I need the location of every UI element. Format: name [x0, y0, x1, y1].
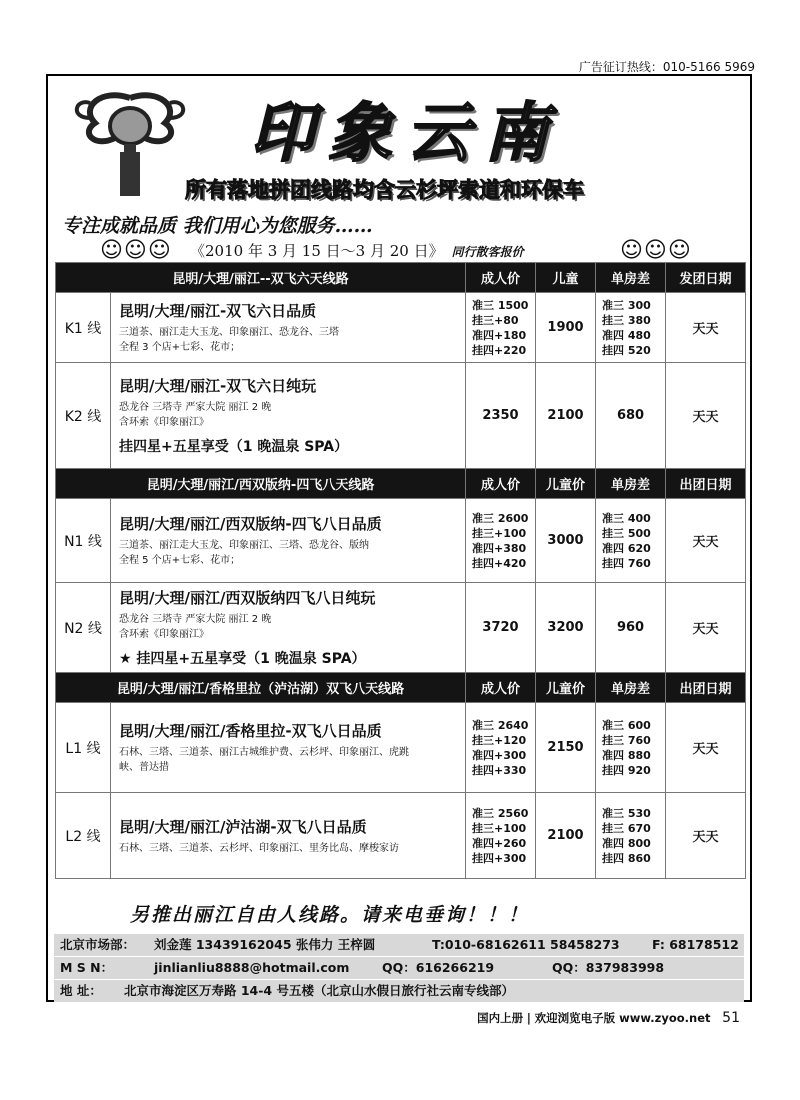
departure-date: 天天 [666, 583, 746, 673]
route-description [111, 499, 466, 583]
msn-label: M S N： [60, 960, 114, 975]
single-supplement-item: 挂四 860 [602, 851, 651, 865]
qq-2: QQ：837983998 [552, 960, 665, 975]
route-description [111, 583, 466, 673]
route-row [56, 793, 746, 879]
single-supplement-item: 挂三 670 [602, 821, 651, 835]
chinese-knot-logo [70, 88, 190, 198]
column-header: 出团日期 [666, 673, 746, 703]
route-code: K2 线 [56, 363, 111, 469]
product-name: 昆明/大理/丽江/香格里拉-双飞八日品质 [119, 722, 382, 740]
single-supplement-item: 挂四 920 [602, 763, 651, 777]
itinerary-detail: 恐龙谷 三塔寺 严家大院 丽江 2 晚 [119, 614, 272, 625]
route-code: N1 线 [56, 499, 111, 583]
adult-price-item: 挂四+420 [472, 556, 527, 570]
itinerary-detail: 含环索《印象丽江》 [119, 629, 209, 640]
single-supplement-item: 挂三 760 [602, 733, 651, 747]
single-supplement [596, 499, 666, 583]
qq-1: QQ：616266219 [382, 960, 495, 975]
single-supplement [596, 363, 666, 469]
route-row [56, 583, 746, 673]
route-row [56, 363, 746, 469]
product-name: 昆明/大理/丽江-双飞六日纯玩 [119, 377, 317, 395]
footer-separator: | [526, 1011, 531, 1025]
product-name: 昆明/大理/丽江/泸沽湖-双飞八日品质 [119, 817, 367, 836]
column-header: 成人价 [466, 469, 536, 499]
single-supplement-item: 准三 400 [602, 511, 651, 525]
route-code: L1 线 [56, 703, 111, 793]
single-supplement-item: 准四 620 [602, 541, 651, 555]
ad-hotline: 广告征订热线：010-5166 5969 [578, 60, 755, 74]
smiley-icons-left: ☺☺☺ [100, 238, 172, 263]
address: 北京市海淀区万寿路 14-4 号五楼（北京山水假日旅行社云南专线部） [124, 983, 514, 998]
date-note: 同行散客报价 [451, 245, 524, 259]
adult-price [466, 583, 536, 673]
adult-price-item: 挂三+80 [472, 313, 519, 327]
contact-block [54, 934, 744, 1003]
adult-price-item: 3720 [482, 620, 519, 635]
product-name: 昆明/大理/丽江/西双版纳-四飞八日品质 [119, 515, 382, 533]
staff-phones: 刘金莲 13439162045 张伟力 王梓圆 [154, 937, 376, 952]
section-title: 昆明/大理/丽江--双飞六天线路 [56, 263, 466, 293]
page-title: 印象云南 [250, 96, 562, 171]
msn-address[interactable]: jinlianliu8888@hotmail.com [154, 960, 350, 975]
adult-price-item: 准三 1500 [472, 298, 529, 312]
adult-price [466, 703, 536, 793]
departure-date: 天天 [666, 703, 746, 793]
single-supplement-item: 680 [616, 408, 645, 423]
routes-table [55, 262, 746, 879]
single-supplement [596, 703, 666, 793]
footer-section: 国内上册 [477, 1011, 524, 1025]
itinerary-detail: 恐龙谷 三塔寺 严家大院 丽江 2 晚 [119, 402, 272, 413]
itinerary-detail: 三道茶、丽江走大玉龙、印象丽江、三塔、恐龙谷、版纳 [119, 540, 369, 551]
date-range [190, 240, 524, 261]
itinerary-detail: 含环索《印象丽江》 [119, 417, 209, 428]
adult-price-item: 准四+260 [472, 836, 527, 850]
adult-price-item: 挂三+120 [472, 733, 527, 747]
column-header: 儿童价 [536, 673, 596, 703]
route-description [111, 363, 466, 469]
adult-price-item: 挂四+220 [472, 343, 527, 357]
single-supplement [596, 583, 666, 673]
telephone: T:010-68162611 58458273 [432, 937, 620, 952]
itinerary-detail: 全程 5 个店+七彩、花市； [119, 555, 241, 566]
smiley-icons-right: ☺☺☺ [620, 238, 692, 263]
adult-price-item: 准三 2640 [472, 718, 529, 732]
hotel-feature: ★ 挂四星+五星享受（1 晚温泉 SPA） [119, 651, 366, 667]
child-price: 2100 [536, 793, 596, 879]
page-number: 51 [722, 1010, 740, 1026]
fax: F: 68178512 [652, 937, 739, 952]
column-header: 单房差 [596, 263, 666, 293]
itinerary-detail: 石林、三塔、三道茶、丽江古城维护费、云杉坪、印象丽江、虎跳 [119, 747, 409, 758]
product-name: 昆明/大理/丽江-双飞六日品质 [119, 302, 317, 320]
single-supplement-item: 准四 880 [602, 748, 651, 762]
subtitle: 所有落地拼团线路均含云杉坪索道和环保车 [185, 178, 584, 202]
departure-date: 天天 [666, 793, 746, 879]
adult-price [466, 363, 536, 469]
adult-price-item: 准四+180 [472, 328, 527, 342]
contact-row-address [54, 980, 744, 1003]
single-supplement [596, 293, 666, 363]
single-supplement-item: 挂三 500 [602, 526, 651, 540]
route-description [111, 703, 466, 793]
departure-date: 天天 [666, 499, 746, 583]
itinerary-detail: 全程 3 个店+七彩、花市； [119, 342, 241, 353]
single-supplement-item: 准三 600 [602, 718, 651, 732]
single-supplement-item: 挂四 760 [602, 556, 651, 570]
column-header: 发团日期 [666, 263, 746, 293]
column-header: 成人价 [466, 673, 536, 703]
route-code: K1 线 [56, 293, 111, 363]
adult-price-item: 挂三+100 [472, 821, 527, 835]
single-supplement [596, 793, 666, 879]
child-price: 2150 [536, 703, 596, 793]
column-header: 成人价 [466, 263, 536, 293]
date-range-text: 《2010 年 3 月 15 日～3 月 20 日》 [190, 242, 444, 260]
child-price: 2100 [536, 363, 596, 469]
single-supplement-item: 准三 530 [602, 806, 651, 820]
section-title: 昆明/大理/丽江/西双版纳-四飞八天线路 [56, 469, 466, 499]
single-supplement-item: 准四 480 [602, 328, 651, 342]
route-description [111, 293, 466, 363]
product-name: 昆明/大理/丽江/西双版纳四飞八日纯玩 [119, 589, 376, 607]
departure-date: 天天 [666, 363, 746, 469]
column-header: 儿童价 [536, 469, 596, 499]
hotel-feature: 挂四星+五星享受（1 晚温泉 SPA） [119, 439, 349, 455]
single-supplement-item: 准四 800 [602, 836, 651, 850]
adult-price [466, 499, 536, 583]
departure-date: 天天 [666, 293, 746, 363]
column-header: 儿童 [536, 263, 596, 293]
slogan: 专注成就品质 我们用心为您服务…… [62, 215, 373, 237]
route-description [111, 793, 466, 879]
adult-price [466, 793, 536, 879]
contact-row-market [54, 934, 744, 957]
single-supplement-item: 准三 300 [602, 298, 651, 312]
child-price: 1900 [536, 293, 596, 363]
adult-price-item: 挂四+330 [472, 763, 527, 777]
single-supplement-item: 960 [616, 620, 645, 635]
route-code: L2 线 [56, 793, 111, 879]
address-label: 地 址： [60, 983, 102, 998]
section-title: 昆明/大理/丽江/香格里拉（泸沽湖）双飞八天线路 [56, 673, 466, 703]
adult-price-item: 挂四+300 [472, 851, 527, 865]
route-row [56, 703, 746, 793]
section-header [56, 469, 746, 499]
bottom-slogan: 另推出丽江自由人线路。请来电垂询！！！ [130, 904, 530, 926]
column-header: 出团日期 [666, 469, 746, 499]
market-label: 北京市场部： [60, 937, 136, 952]
section-header [56, 263, 746, 293]
adult-price-item: 2350 [482, 408, 519, 423]
footer-website[interactable]: 欢迎浏览电子版 www.zyoo.net [534, 1011, 711, 1025]
single-supplement-item: 挂四 520 [602, 343, 651, 357]
adult-price-item: 准四+300 [472, 748, 527, 762]
adult-price-item: 准三 2600 [472, 511, 529, 525]
section-header [56, 673, 746, 703]
column-header: 单房差 [596, 673, 666, 703]
adult-price-item: 挂三+100 [472, 526, 527, 540]
adult-price-item: 准四+380 [472, 541, 527, 555]
contact-row-msn [54, 957, 744, 980]
footer [477, 1010, 740, 1026]
column-header: 单房差 [596, 469, 666, 499]
itinerary-detail: 石林、三塔、三道茶、云杉坪、印象丽江、里务比岛、摩梭家访 [119, 842, 399, 854]
single-supplement-item: 挂三 380 [602, 313, 651, 327]
itinerary-detail: 三道茶、丽江走大玉龙、印象丽江、恐龙谷、三塔 [119, 327, 339, 338]
child-price: 3000 [536, 499, 596, 583]
adult-price-item: 准三 2560 [472, 806, 529, 820]
route-row [56, 293, 746, 363]
route-row [56, 499, 746, 583]
child-price: 3200 [536, 583, 596, 673]
route-code: N2 线 [56, 583, 111, 673]
adult-price [466, 293, 536, 363]
itinerary-detail: 峡、普达措 [119, 762, 169, 773]
